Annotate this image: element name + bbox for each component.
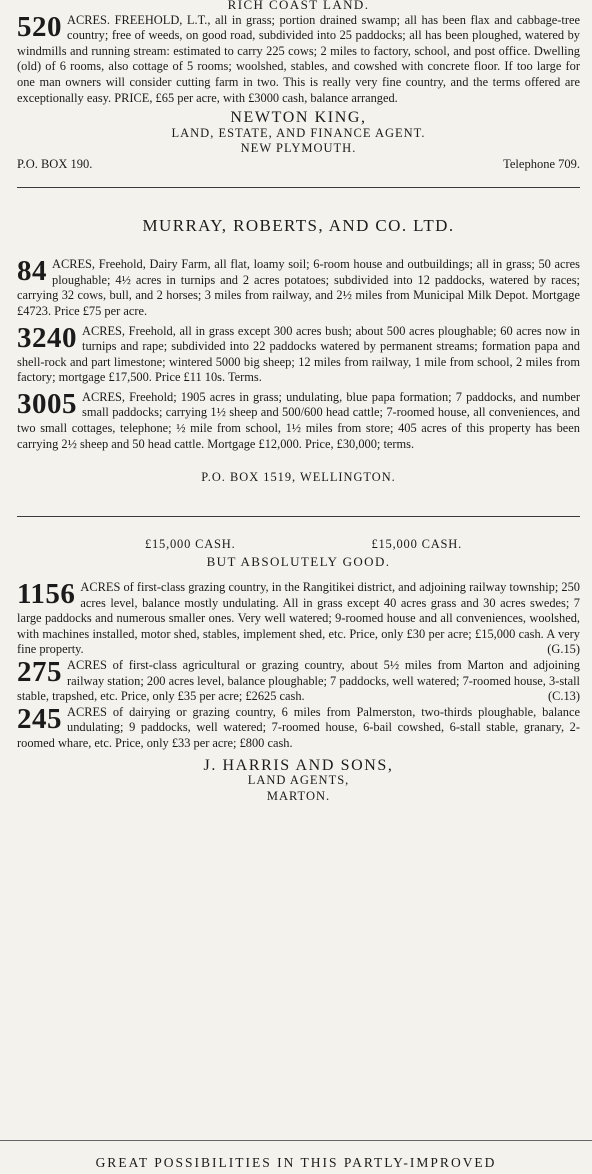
listing (17, 580, 580, 658)
cash-row (17, 537, 580, 553)
listing (17, 257, 580, 319)
murray-roberts-advert (17, 215, 580, 486)
agent-name: NEWTON KING, (230, 109, 367, 127)
newton-king-advert (17, 0, 580, 173)
po-box: P.O. BOX 190. (17, 156, 93, 171)
listing-acreage: 3005 (17, 387, 77, 420)
listing-acreage: 245 (17, 702, 62, 735)
section-heading: RICH COAST LAND. (227, 0, 370, 12)
firm-name: MURRAY, ROBERTS, AND CO. LTD. (142, 215, 455, 235)
listing (17, 658, 580, 705)
listing-acreage: 3240 (17, 321, 77, 354)
listing (17, 702, 580, 752)
listing (17, 321, 580, 386)
listing-ref: (C.13) (547, 689, 580, 704)
telephone: Telephone 709. (503, 156, 580, 171)
column-rule (17, 516, 580, 517)
po-box: P.O. BOX 1519, WELLINGTON. (201, 470, 396, 485)
listing-text: ACRES. FREEHOLD, L.T., all in grass; portion drained swamp; all has been flax and cabbage-tree country; free of weeds, on good road, subdivided into 25 paddocks; all has been ploughed, watered by windmills and running stream: estimated to carry 225 cows; 2 miles to factory, school, and post office. Dwelling (old) of 6 rooms, also cottage of 5 rooms; woolshed, stables, and cowshed with concrete floor. If too large for one man owners will consider cutting farm in two. This is really very fine country, and the terms offered are exceptionally easy. PRICE, £65 per acre, with £3000 cash, balance arranged. (17, 12, 580, 105)
listing-text: ACRES, Freehold, Dairy Farm, all flat, loamy soil; 6-room house and outbuildings; all in grass; 50 acres ploughable; 4½ acres in turnips and 2 acres potatoes; subdivided into 12 paddocks, watered by races; carrying 32 cows, bull, and 2 horses; 3 miles from railway, and 2½ miles from Municipal Milk Depot. Mortgage £4723. Price £75 per acre. (17, 257, 580, 318)
footer-heading: GREAT POSSIBILITIES IN THIS PARTLY-IMPROVED (95, 1155, 497, 1171)
listing (17, 387, 580, 452)
column-rule (0, 1140, 592, 1141)
agent-description: LAND, ESTATE, AND FINANCE AGENT. (171, 125, 426, 140)
listing-text: ACRES, Freehold, all in grass except 300 acres bush; about 500 acres ploughable; 60 acres now in turnips and rape; subdivided into 22 paddocks watered by permanent streams; formation papa and shell-rock and part limestone; wintered 5000 big sheep; 12 miles from railway, 1 mile from school, 2 miles from factory; mortgage £17,500. Price £11 10s. Terms. (17, 323, 580, 385)
listing-text: ACRES of first-class grazing country, in the Rangitikei district, and adjoining railway township; 250 acres level, balance mostly undulating. All in grass except 40 acres grass and 30 acres swedes; 7 large paddocks and numerous smaller ones. Very well watered; 9-roomed house and all conveniences, woolshed, with machines installed, motor shed, stables, implement shed, etc. Price, only £30 per acre; £15,000 cash. A very fine property. (17, 580, 580, 657)
listing-text: ACRES, Freehold; 1905 acres in grass; undulating, blue papa formation; 7 paddocks, and number small paddocks; carrying 1½ sheep and 500/600 head cattle; 7-roomed house, all conveniences, and two small cottages, telephone; ½ mile from school, 1½ miles from store; 405 acres of this property has been carrying 2½ sheep and 50 head cattle. Mortgage £12,000. Price, £30,000; terms. (17, 389, 580, 451)
agent-name: J. HARRIS AND SONS, (203, 756, 394, 774)
listing-acreage: 1156 (17, 578, 76, 611)
cash-right: £15,000 CASH. (371, 536, 463, 551)
listing (17, 10, 580, 107)
listing-acreage: 275 (17, 656, 62, 688)
column-rule (17, 187, 580, 188)
cash-left: £15,000 CASH. (144, 536, 236, 551)
section-heading: BUT ABSOLUTELY GOOD. (206, 554, 391, 570)
listing-text: ACRES of first-class agricultural or grazing country, about 5½ miles from Marton and adjoining railway station; 200 acres level, balance ploughable; 7 paddocks, well watered; 7-roomed house, 3-stall stable, trapshed, etc. Price, only £35 per acre; £2625 cash. (17, 658, 580, 704)
agent-location: NEW PLYMOUTH. (240, 141, 357, 156)
harris-advert (17, 537, 580, 805)
listing-acreage: 520 (17, 10, 62, 43)
listing-acreage: 84 (17, 255, 47, 288)
contact-row (17, 157, 580, 173)
listing-text: ACRES of dairying or grazing country, 6 miles from Palmerston, two-thirds ploughable, balance undulating; 9 paddocks, well watered; 7-roomed house, 6-bail cowshed, 6-stall stable, granary, 2-roomed whare, etc. Price, only £33 per acre; £800 cash. (17, 704, 580, 750)
listing-ref: (G.15) (547, 642, 580, 657)
agent-description: LAND AGENTS, (247, 773, 350, 788)
agent-location: MARTON. (266, 788, 331, 803)
